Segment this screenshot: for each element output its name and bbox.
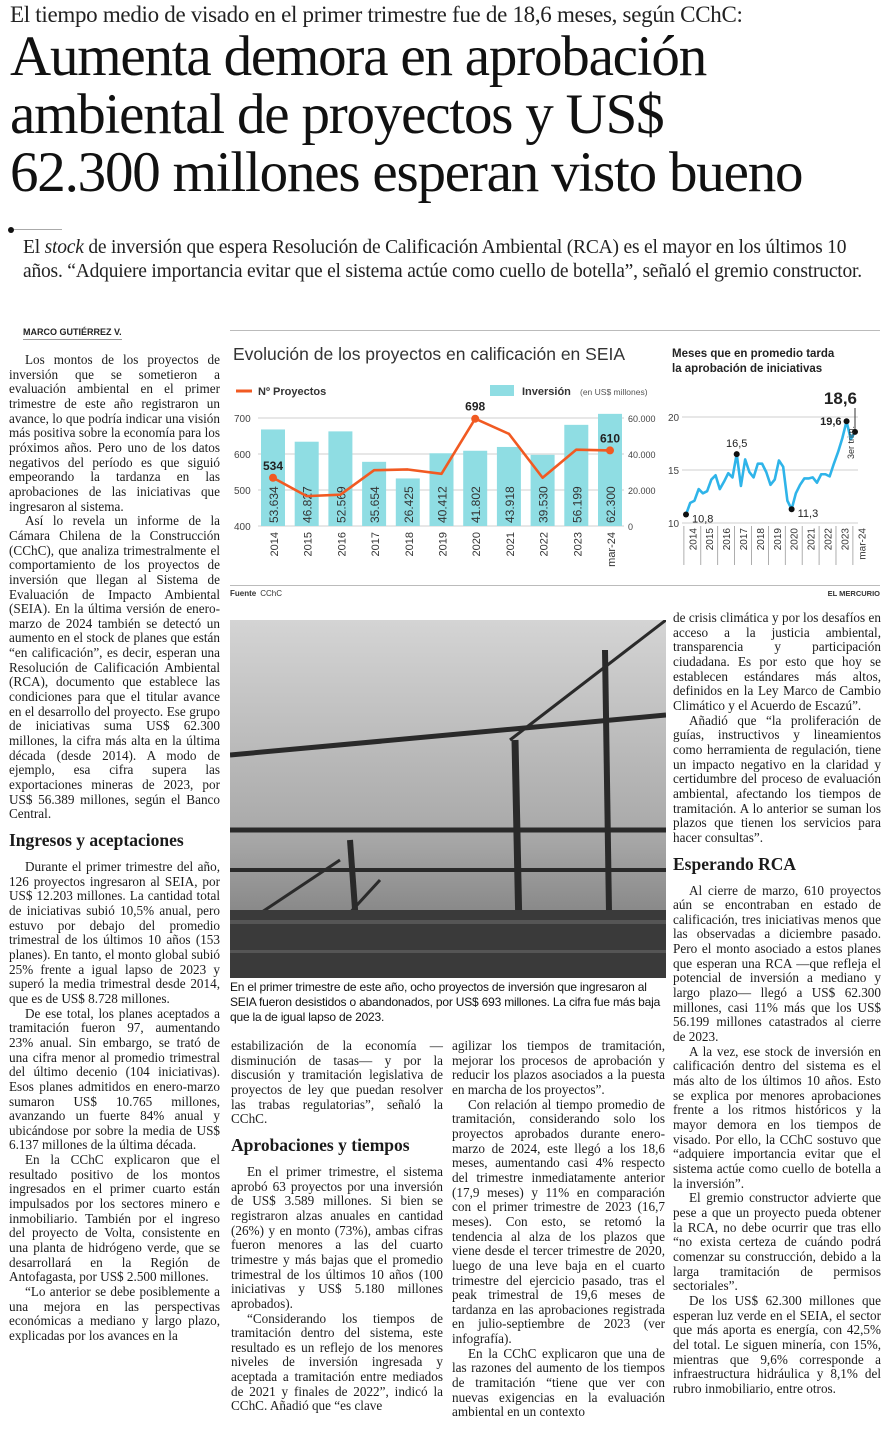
y-tick: 15	[668, 466, 680, 477]
data-point	[606, 446, 614, 454]
chart-title: la aprobación de iniciativas	[672, 363, 823, 375]
source-value: CChC	[260, 589, 283, 598]
source-label: Fuente	[230, 589, 257, 598]
y-tick: 20	[668, 413, 680, 424]
x-tick-label: 2023	[572, 532, 585, 557]
data-point-label: 698	[465, 399, 486, 414]
section-heading: Aprobaciones y tiempos	[231, 1134, 410, 1155]
paragraph: De los US$ 62.300 millones que esperan luz verde en el SEIA, el sector que más aporta es energía, con 42,5% del total. Le siguen minería, con 15%, mientras que 9,6% corresponde a infraestructura hidráulica y 8,1% del rubro inmobiliario, entre otros.	[673, 1292, 881, 1396]
x-tick-label: mar-24	[857, 528, 869, 560]
bar-value-label: 26.425	[401, 486, 416, 523]
x-tick-label: 2019	[772, 528, 784, 551]
bar-value-label: 62.300	[604, 486, 618, 523]
article-column-1	[9, 353, 220, 1344]
x-tick-label: 2019	[437, 532, 450, 557]
data-point	[789, 506, 795, 512]
bar-value-label: 35.654	[368, 486, 383, 523]
paragraph: Al cierre de marzo, 610 proyectos aún se encontraban en estado de calificación, tres iniciativas menos que las observadas a diciembre pasado. Pero el monto asociado a estos planes que esperan una RCA —que refleja el potencial de inversión a mediano y largo plazo— llegó a US$ 62.300 millones, casi 11% más que los US$ 56.199 millones catastrados al cierre de 2023.	[673, 882, 881, 1045]
x-tick-label: 2020	[471, 532, 484, 557]
y-tick-left: 500	[234, 486, 251, 497]
article-column-4	[673, 611, 881, 1396]
data-point-label: 16,5	[725, 438, 748, 451]
chart-title: Evolución de los proyectos en calificación en SEIA	[233, 344, 626, 364]
bar-value-label: 41.802	[469, 486, 484, 523]
legend-note: (en US$ millones)	[580, 387, 648, 397]
bar-value-label: 40.412	[435, 486, 450, 523]
legend-label: Nº Proyectos	[258, 386, 327, 398]
x-tick-label: 2018	[755, 528, 767, 551]
paragraph: El gremio constructor advierte que pese a que un proyecto pueda obtener la RCA, no debe ocurrir que tras ello “no exista certeza de cuándo podrá comenzar su construcción, debido a la larga tramitación de permisos sectoriales”.	[673, 1190, 881, 1294]
section-heading: Ingresos y aceptaciones	[9, 830, 184, 850]
paragraph: Añadió que “la proliferación de guías, instructivos y lineamientos como herramienta de regulación, tiene un impacto negativo en la claridad y certidumbre del proceso de evaluación ambiental, afectando los tiempos de tramitación. A lo anterior se suman los plazos que tienen los servicios para hacer consultas”.	[673, 712, 881, 845]
projects-evolution-chart	[230, 340, 660, 585]
x-tick-label: 2017	[739, 528, 751, 551]
headline-line: Aumenta demora en aprobación	[10, 25, 707, 88]
y-tick-left: 700	[234, 414, 251, 425]
article-column-3	[452, 1039, 665, 1420]
byline: MARCO GUTIÉRREZ V.	[23, 327, 122, 340]
bar-value-label: 56.199	[570, 486, 585, 523]
bar-value-label: 39.530	[536, 486, 551, 523]
paragraph: Así lo revela un informe de la Cámara Chilena de la Construcción (CChC), que analiza trimestralmente el comportamiento de los proyectos de inversión que llegan al Sistema de Evaluación de Impacto Ambiental (SEIA). En la última versión de enero-marzo de 2024 también se detectó un aumento en el stock de planes que están “en calificación”, es decir, esperan una Resolución de Calificación Ambiental (RCA), documento que establece las condiciones para que el titular avance en el desarrollo del proyecto. Ese grupo de iniciativas suma US$ 62.300 millones, la cifra más alta en la última década (desde 2014). A modo de ejemplo, esa cifra supera las exportaciones mineras de 2023, por US$ 56.389 millones, según el Banco Central.	[9, 513, 220, 822]
graphic-source	[230, 589, 282, 598]
x-tick-label: 2022	[823, 528, 835, 551]
data-point	[844, 418, 850, 424]
bar-value-label: 43.918	[502, 486, 517, 523]
paragraph: En la CChC explicaron que el resultado positivo de los montos ingresados en el primer cuarto están impulsados por los sectores minero e inmobiliario. También por el ingreso del proyecto de Volta, consistente en una planta de hidrógeno verde, que se desarrollará en la Región de Antofagasta, por US$ 2.500 millones.	[9, 1152, 220, 1285]
graphic-bottom-rule	[230, 585, 880, 586]
decorative-dot-rule	[8, 229, 68, 231]
x-tick-label: 2021	[806, 528, 818, 551]
x-tick-label: 2022	[538, 532, 551, 557]
section-heading: Esperando RCA	[673, 853, 797, 874]
x-tick-label: 2014	[688, 528, 700, 551]
data-point-label: 18,6	[823, 389, 857, 408]
data-point-label: 11,3	[797, 508, 819, 521]
third-quarter-note: 3er trim.	[845, 426, 856, 460]
data-point-label: 534	[262, 458, 284, 473]
x-tick-label: 2016	[336, 532, 349, 557]
x-tick-label: 2023	[840, 528, 852, 551]
x-tick-label: 2018	[403, 532, 416, 557]
x-tick-label: 2014	[269, 532, 281, 557]
paragraph: estabilización de la economía —disminución de tasas— y por la discusión y tramitación legislativa de proyectos de ley que puedan resolver las trabas regulatorias”, señaló la CChC.	[231, 1038, 443, 1127]
paragraph: En la CChC explicaron que una de las razones del aumento de los tiempos de tramitación “tiene que ver con nuevas exigencias en la evaluación ambiental en un contexto	[452, 1345, 665, 1420]
paragraph: A la vez, ese stock de inversión en calificación dentro del sistema es el más alto de los últimos 10 años. Esto se explica por menores aprobaciones frente a los ritmos históricos y la mayor demora en los tiempos de visado. Por ello, la CChC sostuvo que “adquiere importancia evitar que el sistema actúe como cuello de botella a la inversión”.	[673, 1043, 881, 1191]
graphic-credit: EL MERCURIO	[827, 589, 880, 598]
headline	[10, 25, 890, 204]
x-tick-label: 2015	[302, 532, 315, 557]
x-tick-label: 2020	[789, 528, 801, 551]
paragraph: “Lo anterior se debe posiblemente a una mejora en las perspectivas económicas a mediano y largo plazo, explicadas por los avances en la	[9, 1284, 220, 1343]
paragraph: Con relación al tiempo promedio de tramitación, considerando solo los proyectos aprobados durante enero-marzo de 2024, este llegó a los 18,6 meses, aumentando casi 4% respecto del trimestre inmediatamente anterior (17,9 meses) y 11% en comparación con el primer trimestre de 2023 (16,7 meses). Con esto, se retomó la tendencia al alza de los plazos que viene desde el tercer trimestre de 2020, luego de una leve baja en el cuarto trimestre del ejercicio pasado, tras el peak trimestral de 19,6 meses de tardanza en las aprobaciones registrada en julio-septiembre de 2023 (ver infografía).	[452, 1096, 665, 1347]
x-tick-label: 2017	[370, 532, 383, 557]
bar-value-label: 52.569	[334, 486, 349, 523]
legend-bar-swatch	[490, 385, 514, 396]
y-tick-left: 400	[234, 522, 251, 533]
paragraph: En el primer trimestre, el sistema aprobó 63 proyectos por una inversión de US$ 3.589 millones. Si bien se registraron alzas anuales en cantidad (26%) y en monto (73%), ambas cifras fueron menores a las del cuarto trimestre y más bajas que el promedio trimestral de los últimos 10 años (100 iniciativas y US$ 5.180 millones aprobados).	[231, 1163, 443, 1311]
months-line	[686, 421, 855, 514]
paragraph: De ese total, los planes aceptados a tramitación fueron 97, aumentando 23% anual. Sin embargo, se trató de una cifra menor al promedio trimestral del último decenio (104 iniciativas). Esos planes admitidos en enero-marzo sumaron US$ 10.765 millones, avanzando un fuerte 84% anual y ubicándose por sobre la media de US$ 6.137 millones de la última década.	[9, 1005, 220, 1153]
x-tick-label: 2015	[705, 528, 717, 551]
photo-caption: En el primer trimestre de este año, ocho proyectos de inversión que ingresaron al SEIA fueron desistidos o abandonados, por US$ 693 millones. La cifra fue más baja que la de igual lapso de 2023.	[230, 980, 661, 1024]
data-point-label: 19,6	[820, 416, 842, 429]
approval-months-chart	[660, 340, 888, 585]
deck	[23, 236, 883, 284]
data-point	[734, 451, 740, 457]
deck-text: El	[23, 237, 45, 258]
y-tick-right: 0	[628, 522, 634, 532]
y-tick-right: 20.000	[628, 486, 656, 496]
paragraph: “Considerando los tiempos de tramitación dentro del sistema, este resultado es un reflejo de los menores niveles de inversión ingresada y aceptada a tramitación entre mediados de 2021 y finales de 2022”, indicó la CChC. Añadió que “es clave	[231, 1310, 443, 1414]
headline-line: 62.300 millones esperan visto bueno	[10, 141, 803, 204]
paragraph: Durante el primer trimestre del año, 126 proyectos ingresaron al SEIA, por US$ 12.203 millones. La cantidad total de iniciativas subió 10,5% anual, pero estuvo por debajo del promedio trimestral de los últimos 10 años (153 planes). En tanto, el monto global subió 25% frente a igual lapso de 2023 y superó la media trimestral desde 2014, que es de US$ 8.728 millones.	[9, 859, 220, 1006]
kicker: El tiempo medio de visado en el primer trimestre fue de 18,6 meses, según CChC:	[10, 2, 743, 27]
headline-line: ambiental de proyectos y US$	[10, 83, 664, 146]
data-point	[471, 415, 479, 423]
y-tick: 10	[668, 519, 680, 530]
construction-cranes-photo	[230, 620, 666, 978]
y-tick-right: 40.000	[628, 450, 656, 460]
x-tick-label: 2021	[504, 532, 517, 557]
data-point-label: 10,8	[692, 513, 714, 526]
paragraph: Los montos de los proyectos de inversión que se sometieron a evaluación ambiental en el primer trimestre de este año registraron un avance, lo que podría indicar una visión más positiva sobre la economía para los próximos años. Pero uno de los datos negativos del período es que siguió empeorando la tardanza en las aprobaciones de las iniciativas que ingresaron al sistema.	[9, 352, 220, 514]
deck-text: de inversión que espera Resolución de Calificación Ambiental (RCA) es el mayor en los últimos 10 años. “Adquiere importancia evitar que el sistema actúe como cuello de botella”, señaló el gremio constructor.	[23, 237, 862, 282]
chart-title: Meses que en promedio tarda	[672, 348, 835, 360]
bar-value-label: 53.634	[267, 486, 281, 523]
data-point	[683, 512, 689, 518]
x-tick-label: 2016	[722, 528, 734, 551]
data-point	[269, 474, 277, 482]
article-column-2	[231, 1039, 443, 1414]
legend-label: Inversión	[522, 386, 571, 398]
bar-value-label: 46.827	[300, 486, 315, 523]
y-tick-left: 600	[234, 450, 251, 461]
deck-italic: stock	[44, 237, 84, 258]
data-point-label: 610	[599, 431, 621, 446]
y-tick-right: 60.000	[628, 414, 656, 424]
paragraph: de crisis climática y por los desafíos en acceso a la justicia ambiental, transparencia y participación ciudadana. Es por esto que hoy se establecen estándares más altos, definidos en la Ley Marco de Cambio Climático y el Acuerdo de Escazú”.	[673, 610, 881, 713]
graphic-top-rule	[230, 330, 880, 331]
paragraph: agilizar los tiempos de tramitación, mejorar los procesos de aprobación y reducir los plazos asociados a la puesta en marcha de los proyectos”.	[452, 1038, 665, 1097]
x-tick-label: mar-24	[606, 532, 618, 567]
